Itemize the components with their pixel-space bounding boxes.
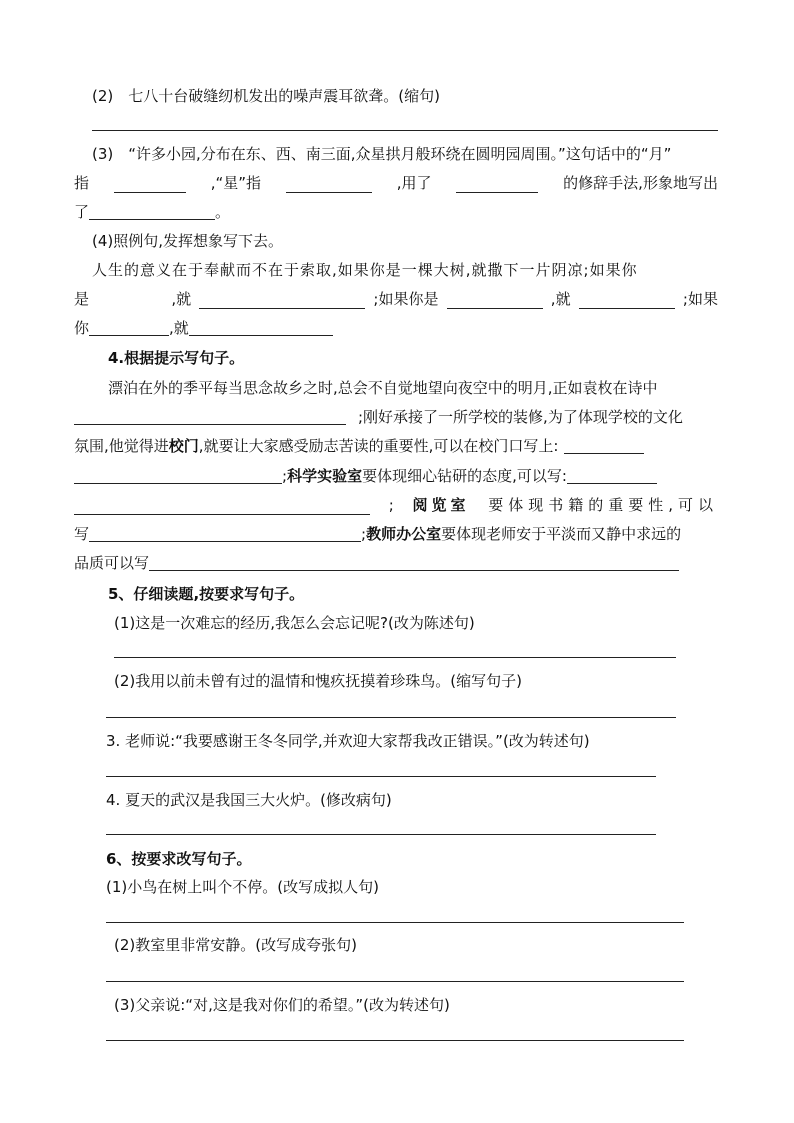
blank-imitate-2[interactable]	[447, 292, 543, 309]
period-mark: 。	[215, 203, 231, 221]
section-6-item-2: (2)教室里非常安静。(改写成夸张句)	[114, 936, 357, 954]
answer-line[interactable]	[106, 776, 656, 777]
section-4-line7: 品质可以写	[74, 553, 679, 573]
blank-poem[interactable]	[74, 408, 346, 425]
blank-imitate-4[interactable]	[89, 319, 169, 336]
section-5-item-4: 4. 夏天的武汉是我国三大火炉。(修改病句)	[106, 791, 392, 809]
section-4-line6: 写 ;教师办公室要体现老师安于平淡而又静中求远的	[74, 525, 682, 543]
section-4-line3: 氛围,他觉得进校门,就要让大家感受励志苦读的重要性,可以在校门口写上:	[74, 436, 644, 456]
blank-rhetoric[interactable]	[456, 176, 538, 193]
rhetoric-text: 指	[74, 174, 90, 192]
section-4-para: 漂泊在外的季平每当思念故乡之时,总会不自觉地望向夜空中的明月,正如袁枚在诗中	[108, 379, 658, 397]
rhetoric-text: ,“星”指	[210, 174, 262, 192]
answer-line[interactable]	[106, 981, 684, 982]
imitate-text: ,就	[169, 319, 189, 337]
section-4-title: 4.根据提示写句子。	[108, 349, 245, 367]
blank-imitate-5[interactable]	[189, 319, 333, 336]
imitate-line3	[74, 318, 333, 338]
answer-line[interactable]	[92, 130, 718, 131]
blank-star[interactable]	[286, 176, 372, 193]
blank-lab[interactable]	[567, 467, 657, 484]
blank-reading[interactable]	[89, 525, 361, 542]
blank-imitate-3[interactable]	[579, 292, 675, 309]
question-rhetoric-line3	[74, 202, 230, 222]
section-6-title: 6、按要求改写句子。	[106, 850, 252, 868]
imitate-text: ;如果你是	[373, 290, 439, 308]
rhetoric-text: ,用了	[396, 174, 432, 192]
question-rhetoric-line2	[74, 173, 718, 193]
blank-moon[interactable]	[114, 176, 186, 193]
rhetoric-text: 了	[74, 203, 90, 221]
imitate-line2	[74, 289, 718, 309]
question-imitate: (4)照例句,发挥想象写下去。	[92, 232, 284, 250]
section-4-line4: ;科学实验室要体现细心钻研的态度,可以写:	[74, 466, 657, 486]
blank-gate[interactable]	[564, 437, 644, 454]
answer-line[interactable]	[106, 834, 656, 835]
blank-office[interactable]	[149, 554, 679, 571]
section-4-line2: ;刚好承接了一所学校的装修,为了体现学校的文化	[74, 407, 683, 427]
answer-line[interactable]	[106, 1040, 684, 1041]
imitate-text: 是	[74, 290, 90, 308]
section-4-line5: ; 阅览室 要体现书籍的重要性,可以	[74, 495, 718, 515]
rhetoric-text: 的修辞手法,形象地写出	[563, 174, 718, 192]
answer-line[interactable]	[106, 922, 684, 923]
section-5-item-2: (2)我用以前未曾有过的温情和愧疚抚摸着珍珠鸟。(缩写句子)	[114, 672, 522, 690]
answer-line[interactable]	[114, 657, 676, 658]
section-5-title: 5、仔细读题,按要求写句子。	[108, 585, 305, 603]
blank-gate-cont[interactable]	[74, 467, 282, 484]
imitate-text: ;如果	[682, 290, 718, 308]
section-5-item-1: (1)这是一次难忘的经历,我怎么会忘记呢?(改为陈述句)	[114, 614, 475, 632]
imitate-text: 你	[74, 319, 90, 337]
answer-line[interactable]	[106, 717, 676, 718]
blank-lab-cont[interactable]	[74, 498, 370, 515]
section-6-item-3: (3)父亲说:“对,这是我对你们的希望。”(改为转述句)	[114, 996, 450, 1014]
blank-image[interactable]	[89, 203, 215, 220]
question-rhetoric: (3) “许多小园,分布在东、西、南三面,众星拱月般环绕在圆明园周围。”这句话中的“月”	[92, 145, 672, 163]
blank-imitate-1[interactable]	[199, 292, 365, 309]
section-6-item-1: (1)小鸟在树上叫个不停。(改写成拟人句)	[106, 878, 379, 896]
imitate-text: ,就	[550, 290, 571, 308]
imitate-text: ,就	[171, 290, 192, 308]
imitate-example: 人生的意义在于奉献而不在于索取,如果你是一棵大树,就撒下一片阴凉;如果你	[92, 261, 638, 279]
section-5-item-3: 3. 老师说:“我要感谢王冬冬同学,并欢迎大家帮我改正错误。”(改为转述句)	[106, 732, 590, 750]
question-shrink-sentence: (2) 七八十台破缝纫机发出的噪声震耳欲聋。(缩句)	[92, 87, 440, 105]
